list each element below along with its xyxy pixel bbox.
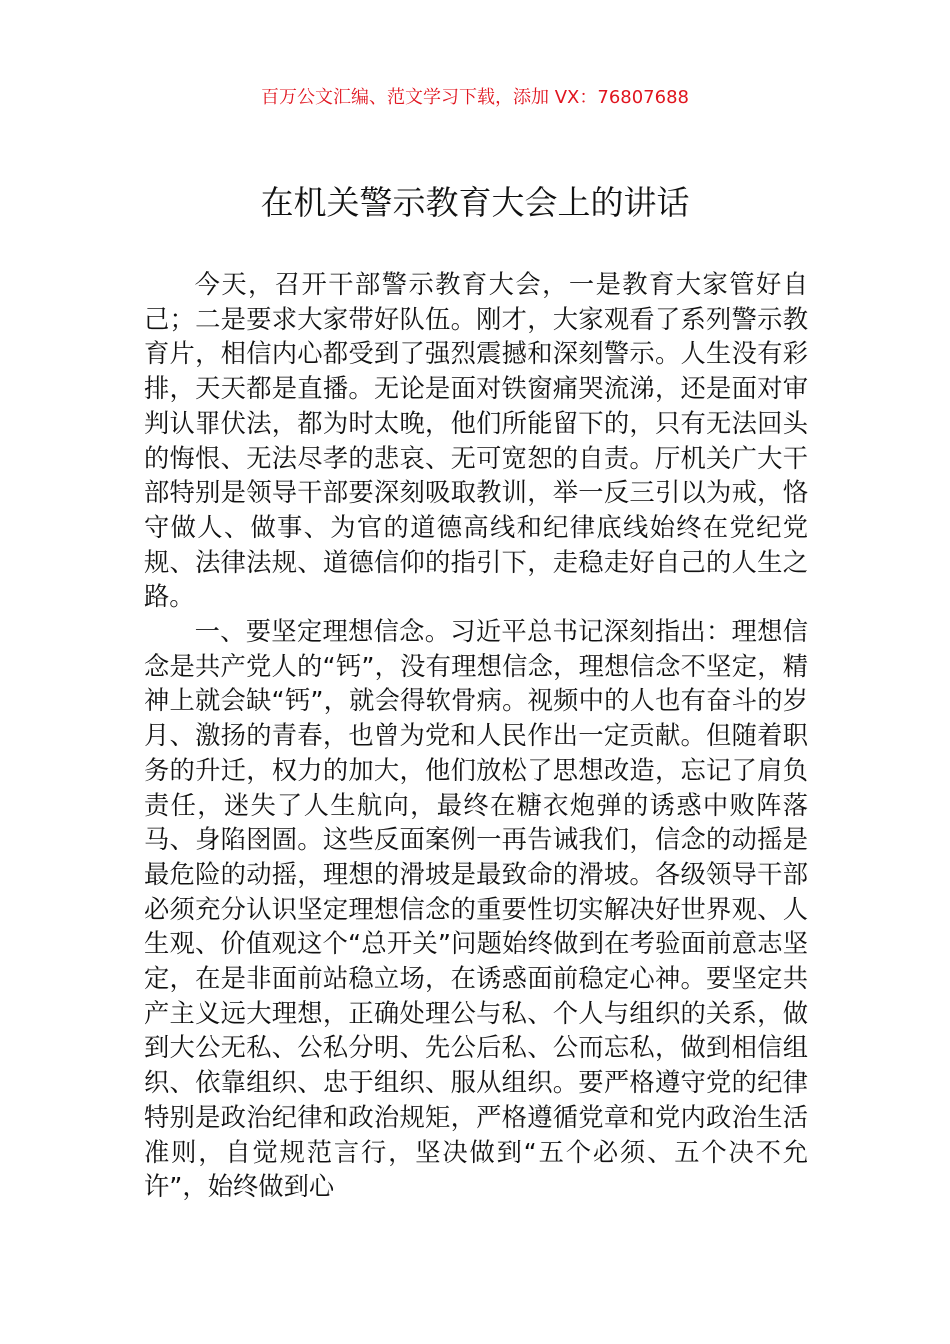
header-note: 百万公文汇编、范文学习下载，添加 VX：76807688 xyxy=(261,87,689,108)
paragraph-intro: 今天，召开干部警示教育大会，一是教育大家管好自己；二是要求大家带好队伍。刚才，大家观看了系列警示教育片，相信内心都受到了强烈震撼和深刻警示。人生没有彩排，天天都是直播。无论是面对铁窗痛哭流涕，还是面对审判认罪伏法，都为时太晚，他们所能留下的，只有无法回头的悔恨、无法尽孝的悲哀、无可宽恕的自责。厅机关广大干部特别是领导干部要深刻吸取教训，举一反三引以为戒，恪守做人、做事、为官的道德高线和纪律底线始终在党纪党规、法律法规、道德信仰的指引下，走稳走好自己的人生之路。 xyxy=(144,270,808,612)
paragraph-section-one: 一、要坚定理想信念。习近平总书记深刻指出：理想信念是共产党人的“钙”，没有理想信念，理想信念不坚定，精神上就会缺“钙”，就会得软骨病。视频中的人也有奋斗的岁月、激扬的青春，也曾为党和人民作出一定贡献。但随着职务的升迁，权力的加大，他们放松了思想改造，忘记了肩负责任，迷失了人生航向，最终在糖衣炮弹的诱惑中败阵落马、身陷囹圄。这些反面案例一再告诫我们，信念的动摇是最危险的动摇，理想的滑坡是最致命的滑坡。各级领导干部必须充分认识坚定理想信念的重要性切实解决好世界观、人生观、价值观这个“总开关”问题始终做到在考验面前意志坚定，在是非面前站稳立场，在诱惑面前稳定心神。要坚定共产主义远大理想，正确处理公与私、个人与组织的关系，做到大公无私、公私分明、先公后私、公而忘私，做到相信组织、依靠组织、忠于组织、服从组织。要严格遵守党的纪律特别是政治纪律和政治规矩，严格遵循党章和党内政治生活准则，自觉规范言行，坚决做到“五个必须、五个决不允许”，始终做到心 xyxy=(144,617,808,1202)
document-body xyxy=(144,268,808,1205)
document-title: 在机关警示教育大会上的讲话 xyxy=(260,183,690,222)
